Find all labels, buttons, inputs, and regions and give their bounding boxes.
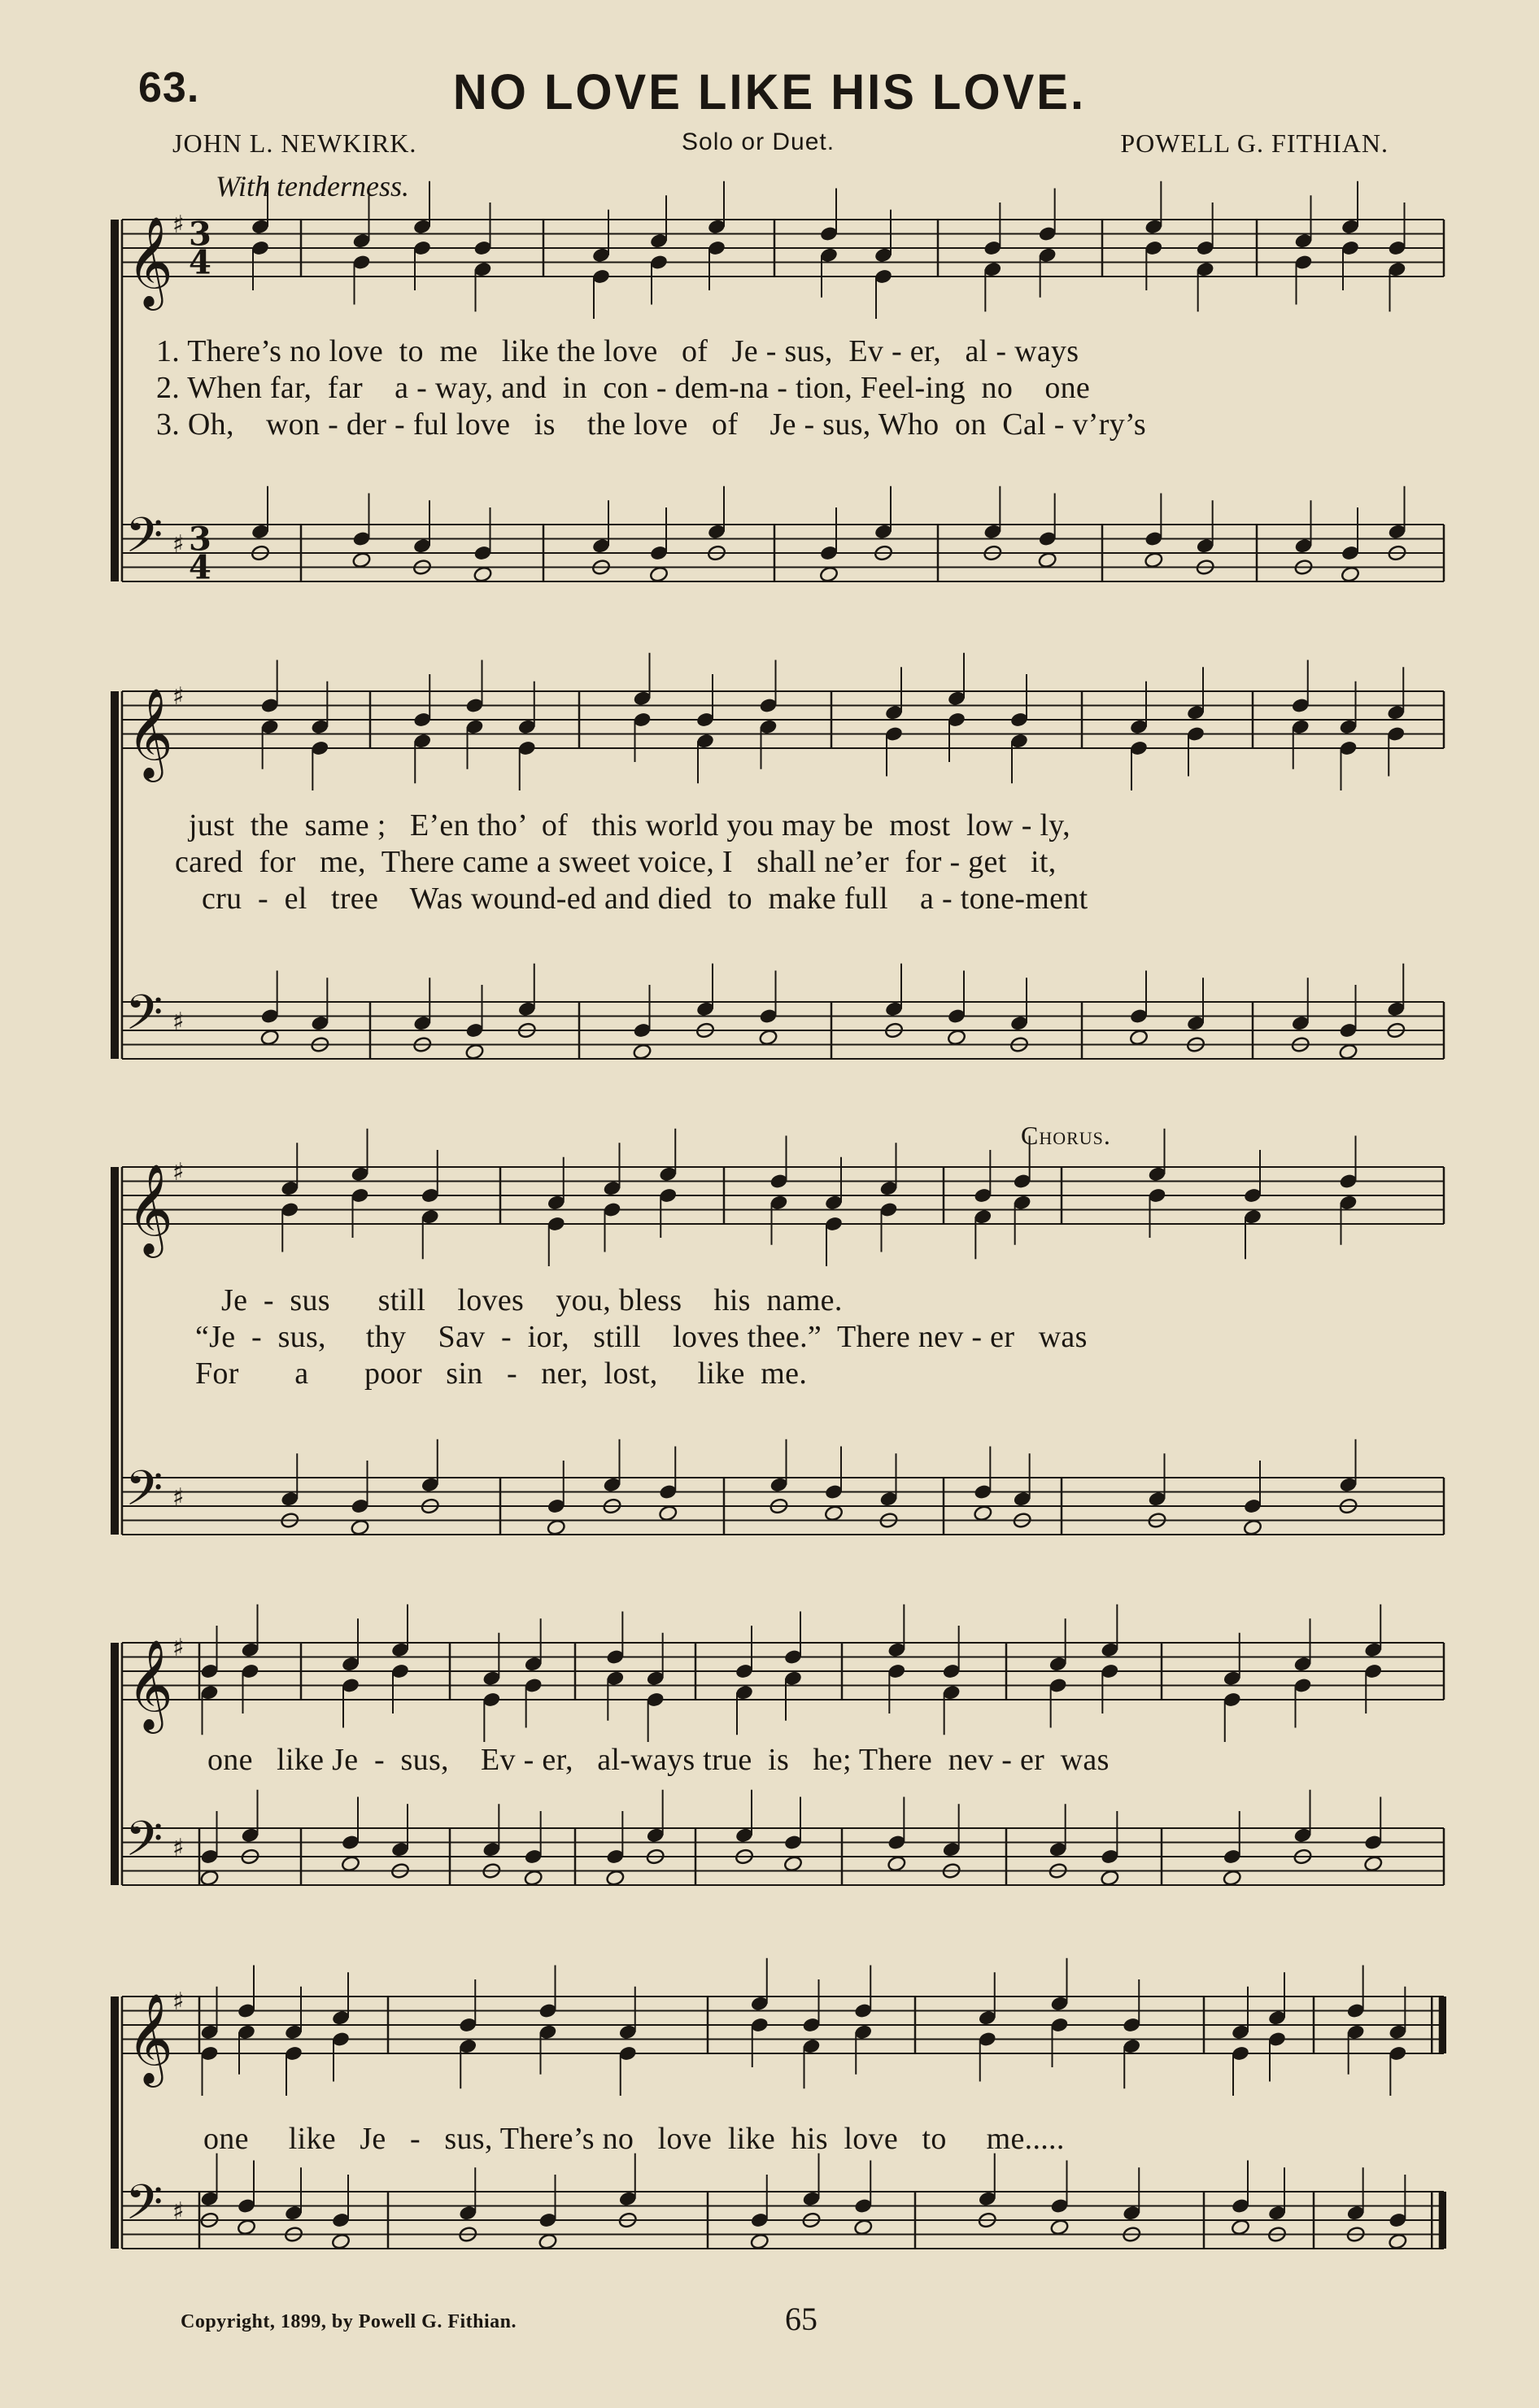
notehead-half [1223,1870,1242,1887]
sharp-icon: ♯ [172,1634,185,1662]
performance-note: Solo or Duet. [682,128,835,155]
final-barline [1441,2192,1446,2249]
notehead-half [465,1043,485,1060]
lyric-s5-chorus: one like Je - sus, There’s no love like his love to me..... [203,2122,1065,2156]
notehead-half [783,1855,803,1872]
notehead-half [887,1855,906,1872]
sharp-icon: ♯ [172,211,185,239]
system-brace [111,220,119,581]
notehead-half [750,2233,770,2250]
sharp-icon: ♯ [172,530,185,559]
notehead-half [473,566,493,583]
notehead-half [759,1029,778,1046]
notehead-half [947,1029,966,1046]
notehead-half [547,1519,566,1536]
lyric-s2-verse1: just the same ; E’en tho’ of this world you may be most low - ly, [189,808,1070,843]
lyric-s2-verse3: cru - el tree Was wound-ed and died to make full a - tone-ment [202,882,1088,916]
lyric-s4-chorus: one like Je - sus, Ev - er, al-ways true is he; There nev - er was [207,1743,1110,1777]
notehead-half [1363,1855,1383,1872]
sharp-icon: ♯ [172,1483,185,1512]
lyric-s1-verse1: 1. There’s no love to me like the love of Je - sus, Ev - er, al - ways [156,334,1079,368]
bass-clef-icon: 𝄢 [125,2174,163,2242]
notehead-half [1038,551,1057,568]
lyric-s3-verse3: For a poor sin - ner, lost, like me. [195,1356,808,1391]
treble-clef-icon: 𝄞 [127,1163,173,1254]
bass-clef-icon: 𝄢 [125,507,163,575]
notehead-half [1050,2219,1070,2236]
notehead-half [605,1870,625,1887]
notehead-half [524,1870,543,1887]
bass-clef-icon: 𝄢 [125,1460,163,1528]
sharp-icon: ♯ [172,2197,185,2226]
lyric-s1-verse3: 3. Oh, won - der - ful love is the love of Je - sus, Who on Cal - v’ry’s [156,407,1146,442]
time-signature: 4 [189,548,211,587]
sharp-icon: ♯ [172,682,185,711]
treble-clef-icon: 𝄞 [127,687,173,778]
treble-clef-icon: 𝄞 [127,1639,173,1730]
hymn-title: NO LOVE LIKE HIS LOVE. [452,64,1087,120]
treble-clef-icon: 𝄞 [127,1992,173,2084]
notehead-half [1339,1043,1358,1060]
sharp-icon: ♯ [172,1988,185,2016]
notehead-half [853,2219,873,2236]
notehead-half [824,1504,844,1522]
copyright-notice: Copyright, 1899, by Powell G. Fithian. [181,2311,517,2332]
notehead-half [341,1855,360,1872]
final-barline [1431,2192,1433,2249]
system-brace [111,691,119,1059]
notehead-half [1341,566,1360,583]
notehead-half [658,1504,678,1522]
author-credit: JOHN L. NEWKIRK. [172,128,417,158]
notehead-half [1231,2219,1250,2236]
sharp-icon: ♯ [172,1008,185,1036]
notehead-half [260,1029,280,1046]
notehead-half [331,2233,351,2250]
sharp-icon: ♯ [172,1158,185,1187]
time-signature: 3 [189,215,211,254]
notehead-half [1388,2233,1407,2250]
bass-clef-icon: 𝄢 [125,1810,163,1879]
notehead-half [819,566,839,583]
notehead-half [633,1043,652,1060]
composer-credit: POWELL G. FITHIAN. [1120,128,1389,158]
bass-clef-icon: 𝄢 [125,984,163,1052]
notehead-half [1100,1870,1119,1887]
lyric-s3-verse2: “Je - sus, thy Sav - ior, still loves thee.” There nev - er was [195,1320,1088,1354]
time-signature: 4 [189,243,211,282]
notehead-half [538,2233,558,2250]
notehead-half [200,1870,220,1887]
notehead-half [1144,551,1163,568]
notehead-half [237,2219,256,2236]
final-barline [1441,1997,1446,2053]
notehead-half [1243,1519,1262,1536]
lyric-s2-verse2: cared for me, There came a sweet voice, I shall ne’er for - get it, [175,845,1057,879]
chorus-label: Chorus. [1021,1121,1111,1150]
time-signature: 3 [189,520,211,559]
final-barline [1431,1997,1433,2053]
sharp-icon: ♯ [172,1834,185,1862]
notehead-half [351,1519,370,1536]
notehead-half [1129,1029,1149,1046]
system-brace [111,1167,119,1535]
lyric-s3-verse1: Je - sus still loves you, bless his name. [221,1283,843,1317]
hymn-number: 63. [138,64,200,111]
page-number: 65 [785,2301,817,2337]
notehead-half [649,566,669,583]
treble-clef-icon: 𝄞 [127,216,173,307]
notehead-half [352,551,372,568]
system-brace [111,1643,119,1885]
tempo-marking: With tenderness. [216,170,409,202]
notehead-half [973,1504,992,1522]
lyric-s1-verse2: 2. When far, far a - way, and in con - dem-na - tion, Feel-ing no one [156,371,1091,405]
system-brace [111,1997,119,2249]
